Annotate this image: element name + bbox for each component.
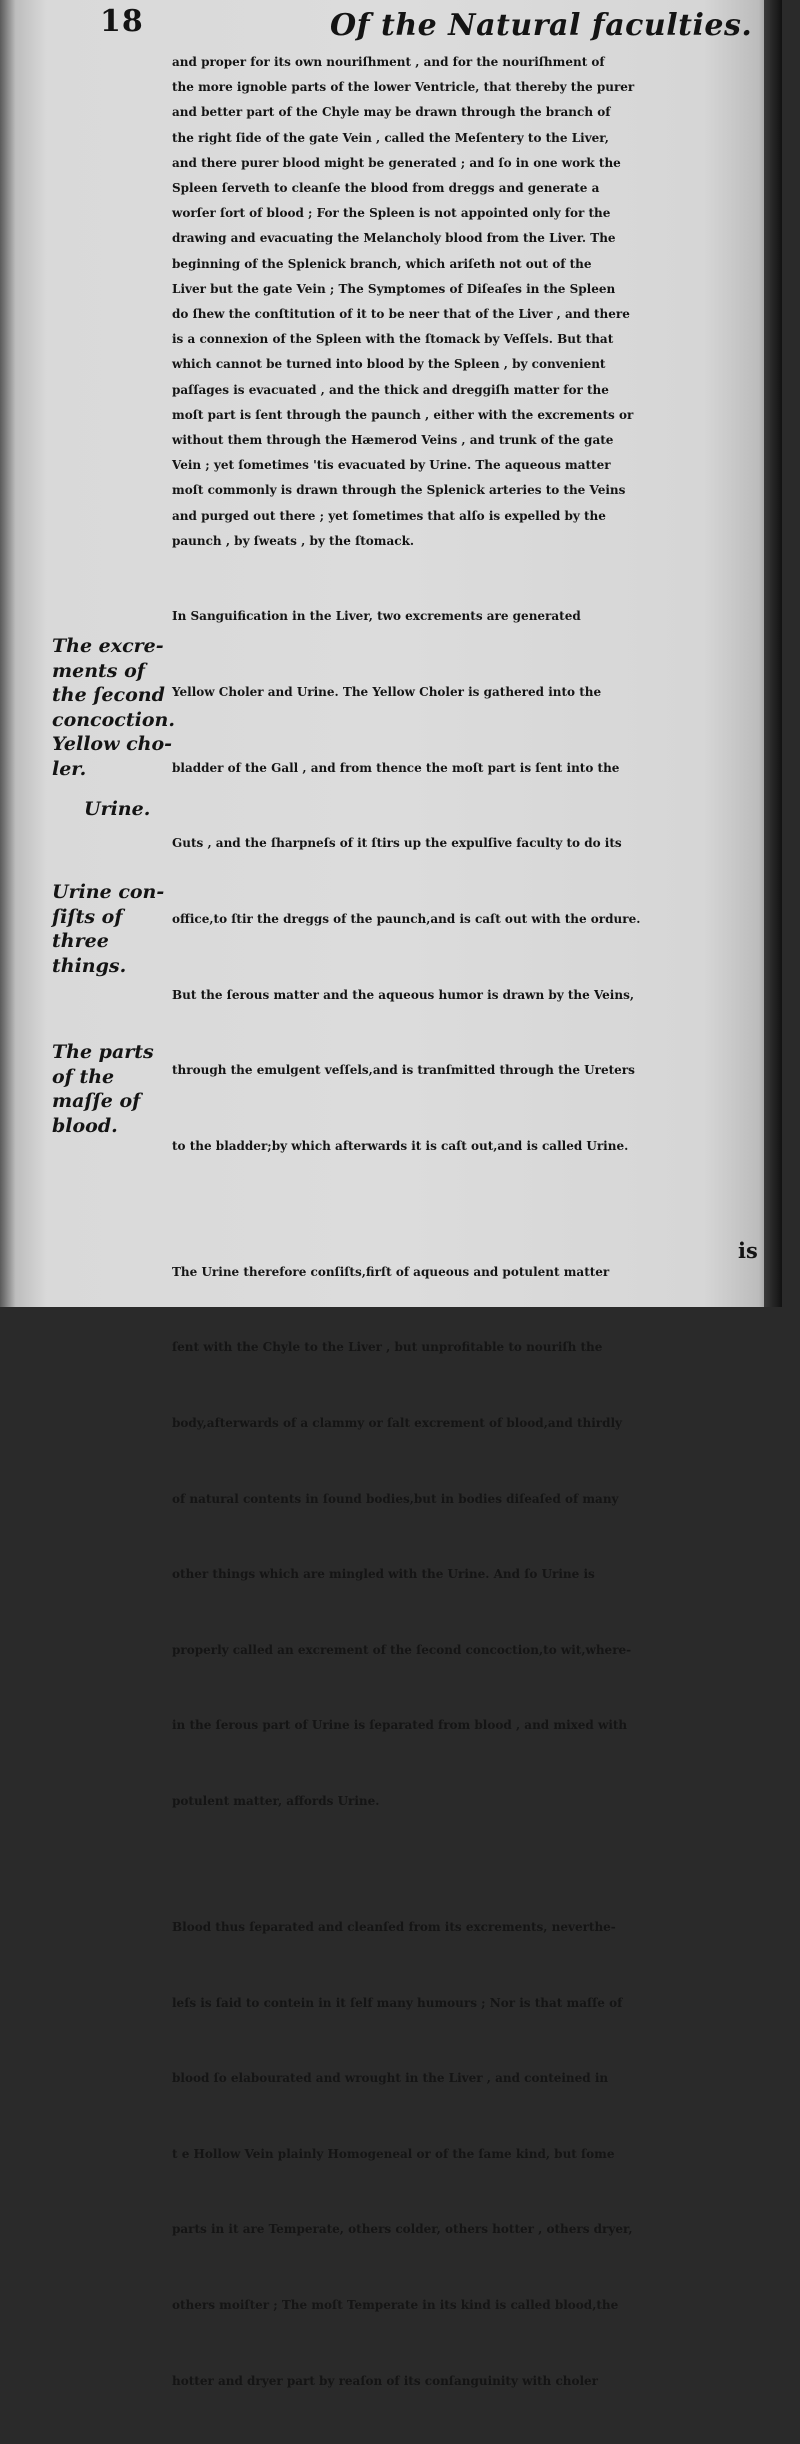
text-line: Blood thus ſeparated and cleanſed from its excrements, neverthe- xyxy=(172,1920,616,1935)
text-line: in the ſerous part of Urine is ſeparated from blood , and mixed with xyxy=(172,1718,628,1733)
text-line: drawing and evacuating the Melancholy blood from the Liver. The xyxy=(172,231,616,246)
text-line: hotter and dryer part by reaſon of its conſanguinity with choler xyxy=(172,2373,598,2388)
margin-note xyxy=(52,1040,164,1138)
text-line: the more ignoble parts of the lower Ventricle, that thereby the purer xyxy=(172,80,635,95)
text-line: Liver but the gate Vein ; The Symptomes of Diſeaſes in the Spleen xyxy=(172,281,616,296)
margin-note-line: three xyxy=(52,930,109,952)
margin-note-line: concoction. xyxy=(52,708,175,731)
text-line: and better part of the Chyle may be drawn through the branch of xyxy=(172,105,611,120)
paragraph xyxy=(172,50,772,554)
text-line: without them through the Hæmerod Veins , and trunk of the gate xyxy=(172,433,614,448)
text-line: Vein ; yet ſometimes 'tis evacuated by Urine. The aqueous matter xyxy=(172,458,611,473)
text-line: bladder of the Gall , and from thence the moſt part is ſent into the xyxy=(172,760,620,775)
text-line: paſſages is evacuated , and the thick and dreggiſh matter for the xyxy=(172,382,609,397)
paragraph xyxy=(172,554,772,1209)
margin-note-line: The excre- xyxy=(52,635,164,657)
text-line: beginning of the Splenick branch, which ariſeth not out of the xyxy=(172,256,592,271)
margin-note-line: maſſe of xyxy=(52,1090,141,1112)
text-line: other things which are mingled with the Urine. And ſo Urine is xyxy=(172,1567,595,1582)
running-head: Of the Natural faculties. xyxy=(330,8,753,43)
margin-note-line: blood. xyxy=(52,1114,118,1137)
text-line: which cannot be turned into blood by the Spleen , by convenient xyxy=(172,357,606,372)
text-line: body,afterwards of a clammy or ſalt excrement of blood,and thirdly xyxy=(172,1415,623,1430)
text-line: moſt part is ſent through the paunch , either with the excrements or xyxy=(172,407,634,422)
body-text xyxy=(172,50,772,2444)
text-line: worſer ſort of blood ; For the Spleen is not appointed only for the xyxy=(172,206,611,221)
catchword: is xyxy=(738,1238,758,1263)
margin-note-line: Urine. xyxy=(84,798,151,820)
text-line: and there purer blood might be generated ; and ſo in one work the xyxy=(172,155,621,170)
text-line: leſs is ſaid to contein in it ſelf many humours ; Nor is that maſſe of xyxy=(172,1995,623,2010)
margin-note-line: ler. xyxy=(52,757,87,780)
text-line: the right ſide of the gate Vein , called the Meſentery to the Liver, xyxy=(172,130,609,145)
margin-note-line: Yellow cho- xyxy=(52,733,173,755)
text-line: ſent with the Chyle to the Liver , but unprofitable to nouriſh the xyxy=(172,1340,603,1355)
margin-note xyxy=(52,880,164,978)
text-line: office,to ſtir the dreggs of the paunch,and is caſt out with the ordure. xyxy=(172,911,641,926)
text-line: The Urine therefore conſiſts,firſt of aqueous and potulent matter xyxy=(172,1264,610,1279)
margin-note-line: Urine con- xyxy=(52,881,165,903)
text-line: properly called an excrement of the ſecond concoction,to wit,where- xyxy=(172,1642,632,1657)
margin-note xyxy=(52,634,175,781)
margin-note-line: things. xyxy=(52,954,127,977)
text-line: t e Hollow Vein plainly Homogeneal or of the ſame kind, but ſome xyxy=(172,2146,615,2161)
text-line: But the ſerous matter and the aqueous humor is drawn by the Veins, xyxy=(172,987,635,1002)
margin-note-line: ſiſts of xyxy=(52,905,123,928)
text-line: paunch , by ſweats , by the ſtomack. xyxy=(172,533,415,548)
margin-note-line: the ſecond xyxy=(52,684,165,706)
margin-note-line: of the xyxy=(52,1065,115,1088)
text-line: blood ſo elabourated and wrought in the Liver , and conteined in xyxy=(172,2071,609,2086)
text-line: In Sanguification in the Liver, two excrements are generated xyxy=(172,609,581,624)
text-line: Spleen ſerveth to cleanſe the blood from dreggs and generate a xyxy=(172,181,600,196)
text-line: and proper for its own nouriſhment , and for the nouriſhment of xyxy=(172,55,605,69)
margin-note-line: ments of xyxy=(52,659,145,682)
text-line: do ſhew the conſtitution of it to be neer that of the Liver , and there xyxy=(172,307,630,322)
text-line: others moiſter ; The moſt Temperate in its kind is called blood,the xyxy=(172,2298,619,2313)
page-number: 18 xyxy=(100,4,144,39)
text-line: Yellow Choler and Urine. The Yellow Choler is gathered into the xyxy=(172,685,602,700)
margin-note-line: The parts xyxy=(52,1041,154,1063)
margin-note xyxy=(84,797,196,822)
text-line: is a connexion of the Spleen with the ſtomack by Veſſels. But that xyxy=(172,332,614,347)
text-line: to the bladder;by which afterwards it is caſt out,and is called Urine. xyxy=(172,1138,629,1153)
text-line: of natural contents in ſound bodies,but in bodies diſeaſed of many xyxy=(172,1491,619,1506)
text-line: parts in it are Temperate, others colder, others hotter , others dryer, xyxy=(172,2222,633,2237)
text-line: Guts , and the ſharpneſs of it ſtirs up the expulſive faculty to do its xyxy=(172,836,622,851)
text-line: moſt commonly is drawn through the Splenick arteries to the Veins xyxy=(172,483,626,498)
text-line: through the emulgent veſſels,and is tranſmitted through the Ureters xyxy=(172,1063,635,1078)
text-line: and purged out there ; yet ſometimes that alſo is expelled by the xyxy=(172,508,606,523)
paragraph xyxy=(172,1865,772,2444)
paragraph xyxy=(172,1209,772,1864)
text-line: potulent matter, affords Urine. xyxy=(172,1794,380,1809)
